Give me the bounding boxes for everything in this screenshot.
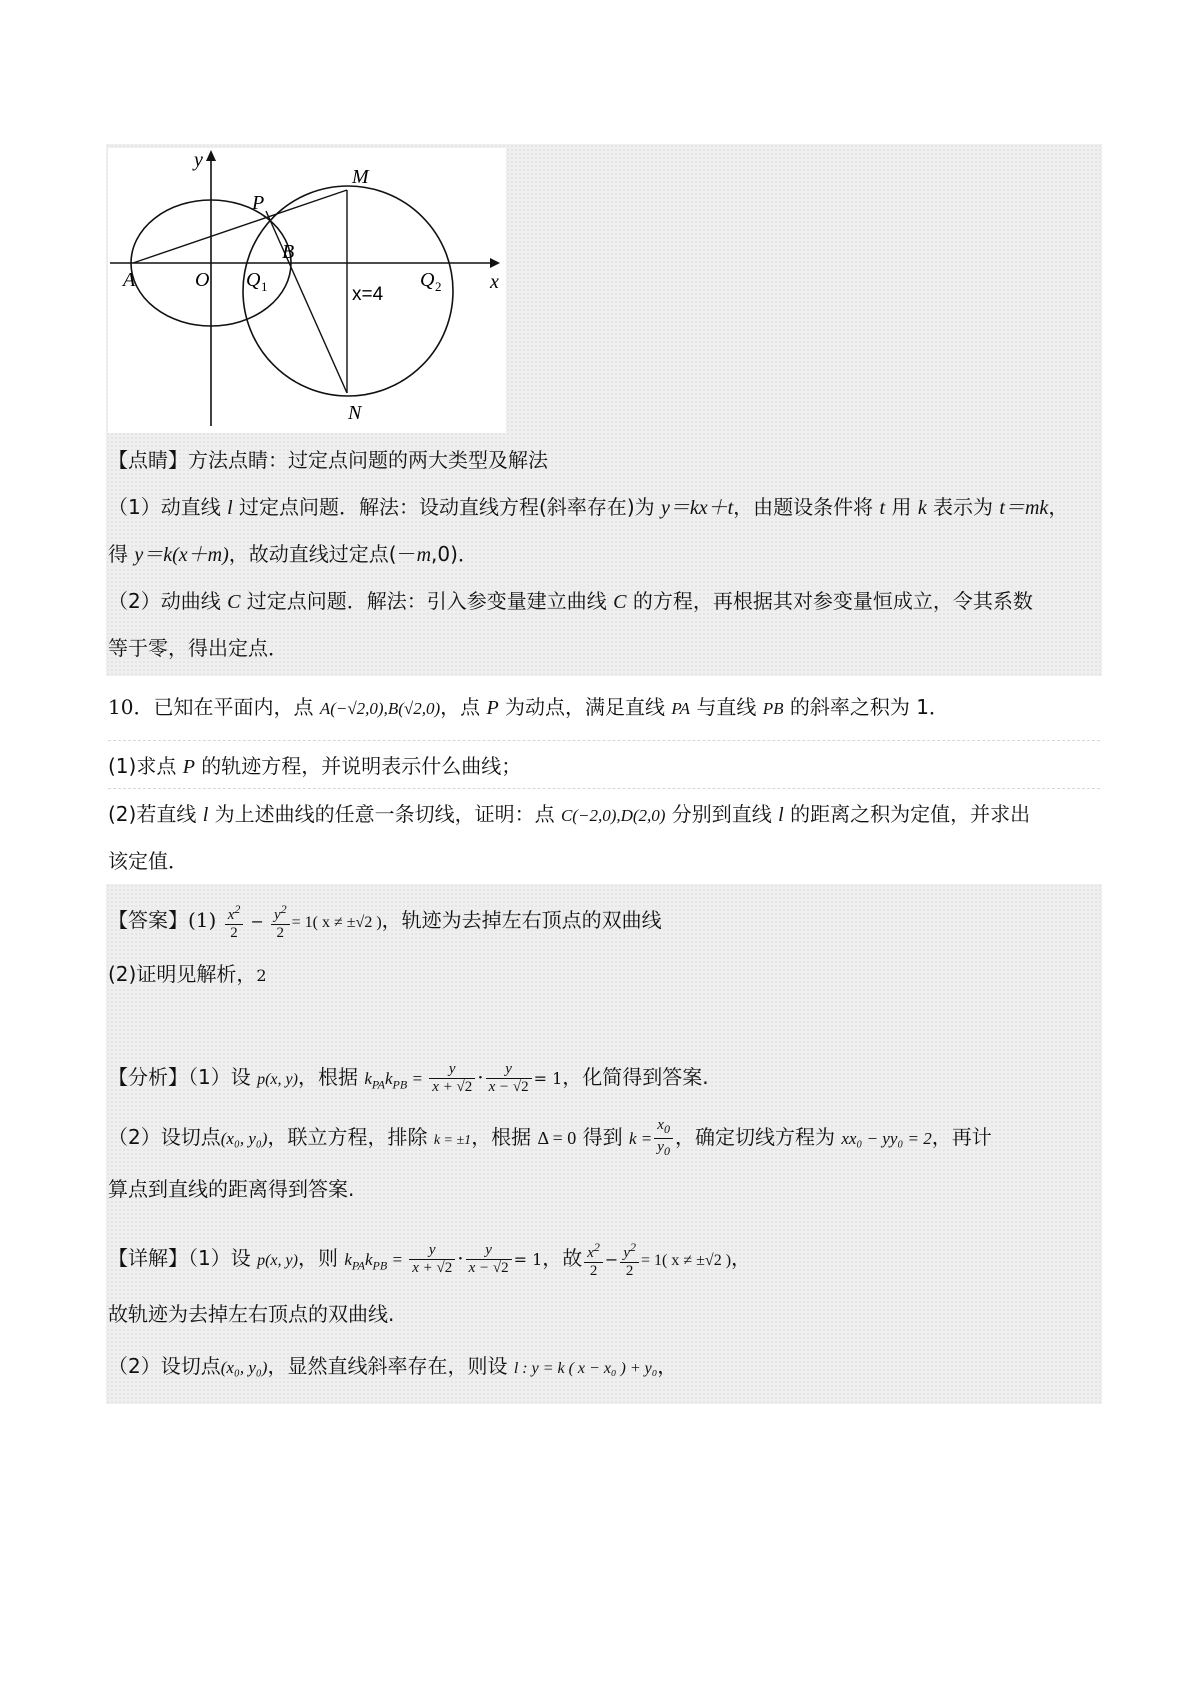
text-span: 该定值． (108, 849, 188, 873)
text-span: 的斜率之积为 1． (783, 695, 949, 719)
geometry-figure (108, 148, 506, 433)
question-part1 (108, 752, 521, 781)
label-Q2: Q (420, 269, 435, 291)
text-span: （2）设切点 (108, 1354, 221, 1378)
math-tangent-point: (x₀, y₀) (220, 1358, 268, 1377)
line-AM (133, 190, 347, 263)
label-Q1-subscript: 1 (261, 279, 268, 294)
divider (108, 740, 1100, 741)
text-span: 已知在平面内，点 (153, 695, 320, 719)
answer-line1: 【答案】(1) $\frac{x^2}{2}$ − $\frac{y^2}{2}$ = 1( x ≠ ±√2 )，轨迹为去掉左右顶点的双曲线 (108, 902, 662, 941)
answer-tag: 【答案】 (108, 908, 188, 932)
detail-line2 (108, 1300, 394, 1328)
line-PN (266, 211, 347, 393)
text-span: ，则 (297, 1246, 345, 1270)
analysis-line2 (108, 1115, 992, 1163)
question-stem (108, 693, 949, 723)
text-span: 用 (885, 495, 918, 519)
math-l: l (202, 804, 209, 826)
text-span: ，由题设条件将 (733, 495, 880, 519)
label-x-axis: x (490, 271, 499, 293)
text-span: ，联立方程，排除 (267, 1125, 434, 1149)
math-tangent-point: (x₀, y₀) (220, 1129, 268, 1148)
math-C: C (613, 591, 627, 613)
text-span: (2)若直线 (108, 802, 203, 826)
fraction-y-over-x-plus-root2: $\frac{y}{x + √2}$ (429, 1061, 475, 1096)
text-span: (2)证明见解析， (108, 962, 257, 986)
math-t: t (879, 497, 886, 519)
text-span: ，轨迹为去掉左右顶点的双曲线 (381, 908, 662, 932)
math-equals-1: = 1 (513, 1250, 543, 1269)
fraction-x2-over-2: $\frac{x^2}{2}$ (584, 1239, 603, 1280)
text-span: ，点 (440, 695, 487, 719)
text-span: ，根据 (471, 1125, 538, 1149)
math-condition: = 1( x ≠ ±√2 ) (641, 1252, 732, 1269)
text-span: ，显然直线斜率存在，则设 (267, 1354, 514, 1378)
text-span: 的方程，再根据其对参变量恒成立，令其系数 (626, 589, 1033, 613)
tip-title-line (108, 446, 548, 474)
text-span: ， (731, 1246, 752, 1270)
answer-value: 2 (256, 966, 267, 985)
math-m: m (416, 544, 432, 566)
circle-curve (243, 186, 453, 396)
fraction-x0-over-y0: $\frac{x_0}{y_0}$ (654, 1117, 673, 1160)
text-span: ，故动直线过定点(－ (228, 542, 417, 566)
label-A: A (123, 269, 136, 291)
math-eq-t-mk: t＝mk (999, 497, 1049, 519)
math-l: l (227, 497, 233, 519)
tip-title: 方法点睛：过定点问题的两大类型及解法 (188, 448, 548, 472)
math-P: P (182, 756, 195, 778)
detail-line3 (108, 1352, 677, 1383)
text-span: 分别到直线 (665, 802, 779, 826)
math-C: C (227, 591, 241, 613)
math-k-equals: k = (629, 1129, 653, 1148)
math-eq-y-kxm: y＝k(x＋m) (134, 544, 229, 566)
text-span: 的轨迹方程，并说明表示什么曲线； (194, 754, 522, 778)
text-span: ，化简得到答案. (562, 1065, 709, 1089)
question-number: 10． (108, 695, 154, 719)
math-point-p: p(x, y) (257, 1071, 298, 1088)
text-span: (1)求点 (108, 754, 183, 778)
text-span: ,0)． (431, 542, 478, 566)
divider (108, 788, 1100, 789)
text-span: ，根据 (297, 1065, 365, 1089)
fraction-y2-over-2: $\frac{y^2}{2}$ (620, 1239, 639, 1280)
label-Q1: Q (246, 269, 261, 291)
fraction-y-over-x-plus-root2: $\frac{y}{x + √2}$ (409, 1242, 455, 1277)
text-span: 等于零，得出定点． (108, 636, 288, 660)
math-equals-1: = 1 (533, 1069, 563, 1088)
circles-diagram (108, 148, 506, 433)
answer-line2 (108, 960, 267, 990)
math-points-CD: C(−2,0),D(2,0) (560, 806, 666, 825)
text-span: 故轨迹为去掉左右顶点的双曲线. (108, 1302, 395, 1326)
math-PB: PB (762, 699, 784, 718)
math-P: P (486, 697, 499, 719)
text-span: 为上述曲线的任意一条切线，证明：点 (208, 802, 561, 826)
tip-item1-line2 (108, 540, 478, 569)
fraction-y2-over-2: $\frac{y^2}{2}$ (271, 901, 290, 942)
detail-line1: 【详解】（1）设 p(x, y)，则 $k_{PA}k_{PB}$ = $\frac{y}{x + √2}$ · $\frac{y}{x - √2}$ = 1，故 $\frac{x^2}{2}$ − $\frac{y^2}{2}$ = 1( x ≠ ±√2 )， (108, 1240, 752, 1279)
math-delta: Δ = 0 (537, 1128, 577, 1148)
label-B: B (282, 241, 295, 263)
text-span: 过定点问题．解法：设动直线方程(斜率存在)为 (232, 495, 661, 519)
tip-item1-line1 (108, 493, 1068, 522)
analysis-line3 (108, 1175, 354, 1203)
math-PA: PA (671, 699, 690, 718)
text-span: （2）动曲线 (108, 589, 228, 613)
label-N: N (348, 402, 362, 424)
question-part2-line2 (108, 847, 188, 875)
text-span: （1）设 (188, 1246, 258, 1270)
text-span: ， (1048, 495, 1069, 519)
math-line-equation: l : y = k ( x − x₀ ) + y₀ (513, 1360, 658, 1377)
text-span: （1）设 (188, 1065, 258, 1089)
analysis-line1: 【分析】（1）设 p(x, y)，根据 $k_{PA}k_{PB}$ = $\frac{y}{x + √2}$ · $\frac{y}{x - √2}$ = 1，化简得到答案. (108, 1061, 709, 1095)
math-tangent-line: xx₀ − yy₀ = 2 (841, 1129, 932, 1148)
math-points-AB: A(−√2,0),B(√2,0) (319, 699, 441, 718)
tip-item2-line2 (108, 634, 288, 662)
detail-tag: 【详解】 (108, 1246, 188, 1270)
math-k: k (917, 497, 927, 519)
text-span: 的距离之积为定值，并求出 (783, 802, 1031, 826)
label-Q2-subscript: 2 (435, 279, 442, 294)
label-M: M (352, 166, 369, 188)
text-span: ，再计 (931, 1125, 992, 1149)
fraction-y-over-x-minus-root2: $\frac{y}{x - √2}$ (486, 1061, 532, 1096)
math-point-p: p(x, y) (257, 1252, 298, 1269)
math-l: l (778, 804, 784, 826)
label-y-axis: y (194, 149, 203, 171)
text-span: ， (657, 1354, 678, 1378)
analysis-tag: 【分析】 (108, 1065, 188, 1089)
fraction-y-over-x-minus-root2: $\frac{y}{x - √2}$ (466, 1242, 512, 1277)
math-condition: = 1( x ≠ ±√2 ) (291, 914, 382, 931)
text-span: （1）动直线 (108, 495, 228, 519)
text-span: ，故 (542, 1246, 583, 1270)
tip-item2-line1 (108, 587, 1033, 616)
text-span: ，确定切线方程为 (674, 1125, 842, 1149)
text-span: 过定点问题．解法：引入参变量建立曲线 (240, 589, 614, 613)
tip-tag: 【点睛】 (108, 448, 188, 472)
text-span: 表示为 (926, 495, 1000, 519)
math-k-pm1: k = ±1 (433, 1133, 472, 1148)
label-O: O (195, 269, 210, 291)
text-span: 算点到直线的距离得到答案. (108, 1177, 355, 1201)
text-span: 为动点，满足直线 (498, 695, 672, 719)
x-axis-arrow (490, 258, 500, 268)
question-part2-line1 (108, 800, 1030, 830)
math-eq-y-kx-t: y＝kx＋t (660, 497, 734, 519)
fraction-x2-over-2: $\frac{x^2}{2}$ (225, 901, 244, 942)
text-span: 得到 (576, 1125, 629, 1149)
y-axis-arrow (206, 150, 216, 161)
text-span: （2）设切点 (108, 1125, 221, 1149)
text-span: 与直线 (689, 695, 763, 719)
text-span: 得 (108, 542, 135, 566)
text-span: (1) (188, 908, 217, 932)
label-line-x4: x=4 (352, 284, 384, 305)
label-P: P (252, 192, 265, 214)
